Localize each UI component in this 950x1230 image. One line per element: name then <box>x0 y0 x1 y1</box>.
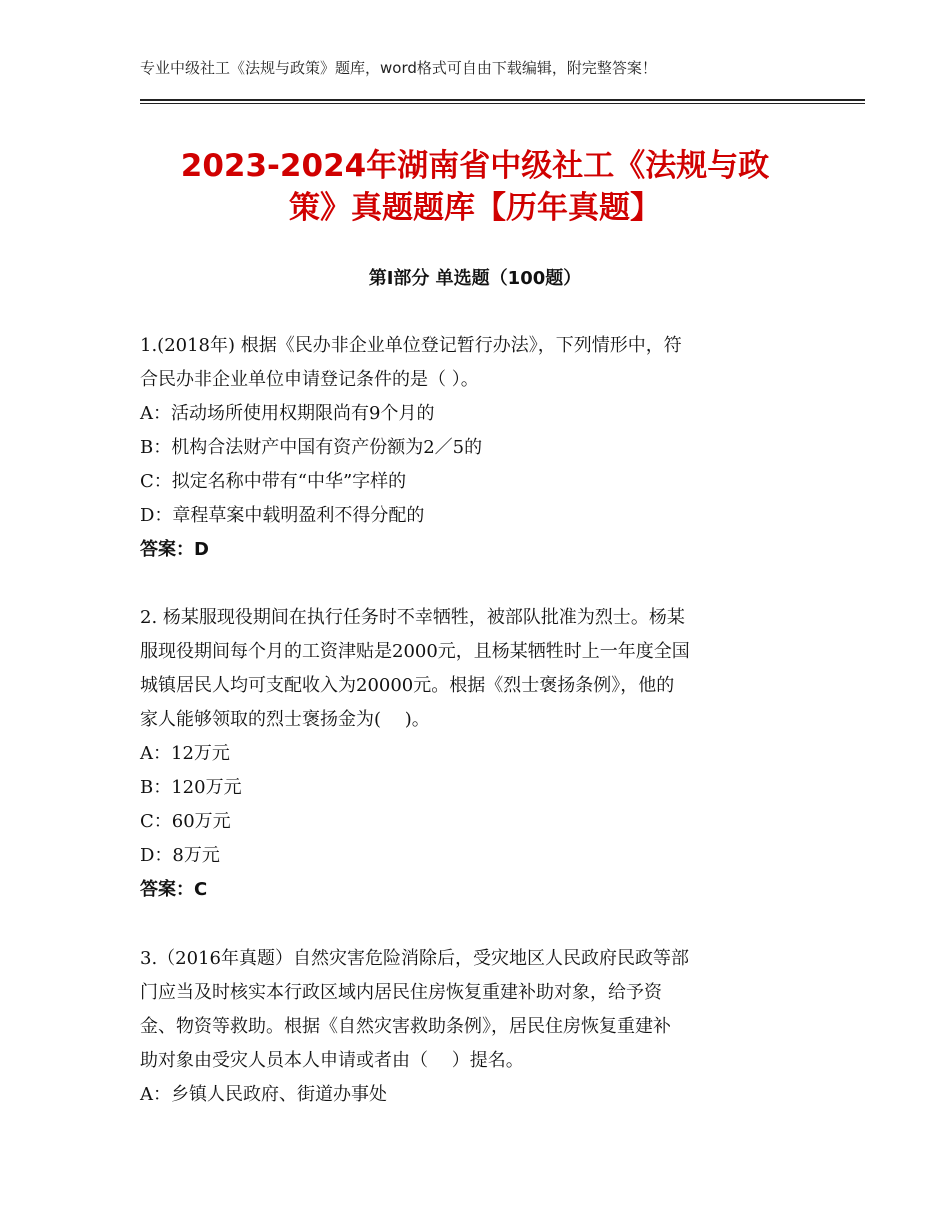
question-text-line: 合民办非企业单位申请登记条件的是（ ）。 <box>140 369 479 390</box>
question-text-line: 1.(2018年) 根据《民办非企业单位登记暂行办法》，下列情形中，符 <box>140 335 682 356</box>
document-title-line-2: 策》真题题库【历年真题】 <box>289 190 661 226</box>
question-2 <box>140 601 810 907</box>
question-text-line: 家人能够领取的烈士褒扬金为( )。 <box>140 709 430 730</box>
option-a: A：12万元 <box>140 743 230 764</box>
document-title <box>140 145 810 229</box>
document-title-line-1: 2023-2024年湖南省中级社工《法规与政 <box>180 148 770 184</box>
option-d: D：章程草案中载明盈利不得分配的 <box>140 505 425 526</box>
question-1 <box>140 329 810 567</box>
question-text-line: 服现役期间每个月的工资津贴是2000元，且杨某牺牲时上一年度全国 <box>140 641 690 662</box>
section-heading: 第I部分 单选题（100题） <box>368 268 582 289</box>
question-text-line: 助对象由受灾人员本人申请或者由（ ）提名。 <box>140 1050 524 1071</box>
option-a: A：活动场所使用权期限尚有9个月的 <box>140 403 435 424</box>
option-d: D：8万元 <box>140 845 220 866</box>
option-b: B：120万元 <box>140 777 242 798</box>
question-text-line: 3.（2016年真题）自然灾害危险消除后，受灾地区人民政府民政等部 <box>140 948 689 969</box>
page-header-text: 专业中级社工《法规与政策》题库，word格式可自由下载编辑，附完整答案！ <box>140 59 657 77</box>
answer-line: 答案：C <box>140 879 208 900</box>
answer-line: 答案：D <box>140 539 209 560</box>
header-rule-thin <box>140 103 865 104</box>
option-b: B：机构合法财产中国有资产份额为2／5的 <box>140 437 483 458</box>
question-3 <box>140 942 810 1112</box>
question-text-line: 金、物资等救助。根据《自然灾害救助条例》，居民住房恢复重建补 <box>140 1016 671 1037</box>
question-text-line: 2. 杨某服现役期间在执行任务时不幸牺牲，被部队批准为烈士。杨某 <box>140 607 685 628</box>
header-rule-thick <box>140 99 865 101</box>
question-text-line: 门应当及时核实本行政区域内居民住房恢复重建补助对象，给予资 <box>140 982 662 1003</box>
question-text-line: 城镇居民人均可支配收入为20000元。根据《烈士褒扬条例》，他的 <box>140 675 675 696</box>
option-c: C：60万元 <box>140 811 231 832</box>
option-c: C：拟定名称中带有“中华”字样的 <box>140 471 407 492</box>
option-a: A：乡镇人民政府、街道办事处 <box>140 1084 387 1105</box>
